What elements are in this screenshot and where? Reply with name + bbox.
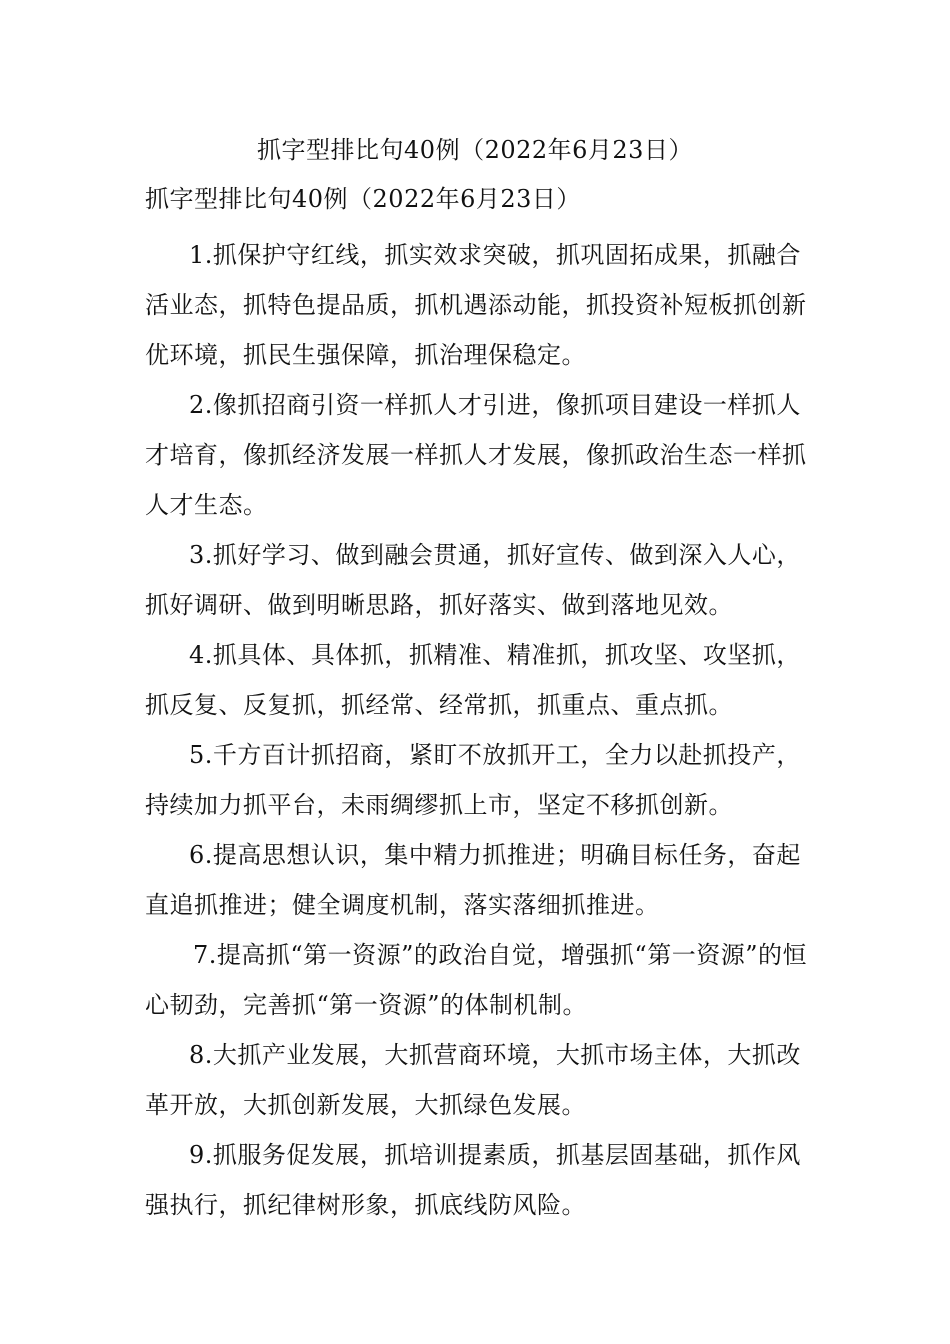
document-subtitle: 抓字型排比句40例（2022年6月23日）	[145, 185, 581, 213]
paragraph-5: 5.千方百计抓招商，紧盯不放抓开工，全力以赴抓投产，持续加力抓平台，未雨绸缪抓上市，坚定不移抓创新。	[145, 741, 801, 819]
paragraph-6: 6.提高思想认识，集中精力抓推进；明确目标任务，奋起直追抓推进；健全调度机制，落实落细抓推进。	[145, 841, 801, 919]
document-title: 抓字型排比句40例（2022年6月23日）	[257, 136, 693, 164]
paragraph-8: 8.大抓产业发展，大抓营商环境，大抓市场主体，大抓改革开放，大抓创新发展，大抓绿色发展。	[145, 1041, 801, 1119]
paragraph-3: 3.抓好学习、做到融会贯通，抓好宣传、做到深入人心，抓好调研、做到明晰思路，抓好落实、做到落地见效。	[145, 541, 801, 619]
paragraph-4: 4.抓具体、具体抓，抓精准、精准抓，抓攻坚、攻坚抓，抓反复、反复抓，抓经常、经常抓，抓重点、重点抓。	[145, 641, 801, 719]
paragraph-9: 9.抓服务促发展，抓培训提素质，抓基层固基础，抓作风强执行，抓纪律树形象，抓底线防风险。	[145, 1141, 801, 1219]
paragraph-2: 2.像抓招商引资一样抓人才引进，像抓项目建设一样抓人才培育，像抓经济发展一样抓人才发展，像抓政治生态一样抓人才生态。	[145, 391, 807, 519]
paragraph-7: 7.提高抓“第一资源”的政治自觉，增强抓“第一资源”的恒心韧劲，完善抓“第一资源”的体制机制。	[145, 941, 807, 1019]
paragraph-1: 1.抓保护守红线，抓实效求突破，抓巩固拓成果，抓融合活业态，抓特色提品质，抓机遇添动能，抓投资补短板抓创新优环境，抓民生强保障，抓治理保稳定。	[145, 241, 807, 369]
document-body	[145, 230, 815, 1230]
